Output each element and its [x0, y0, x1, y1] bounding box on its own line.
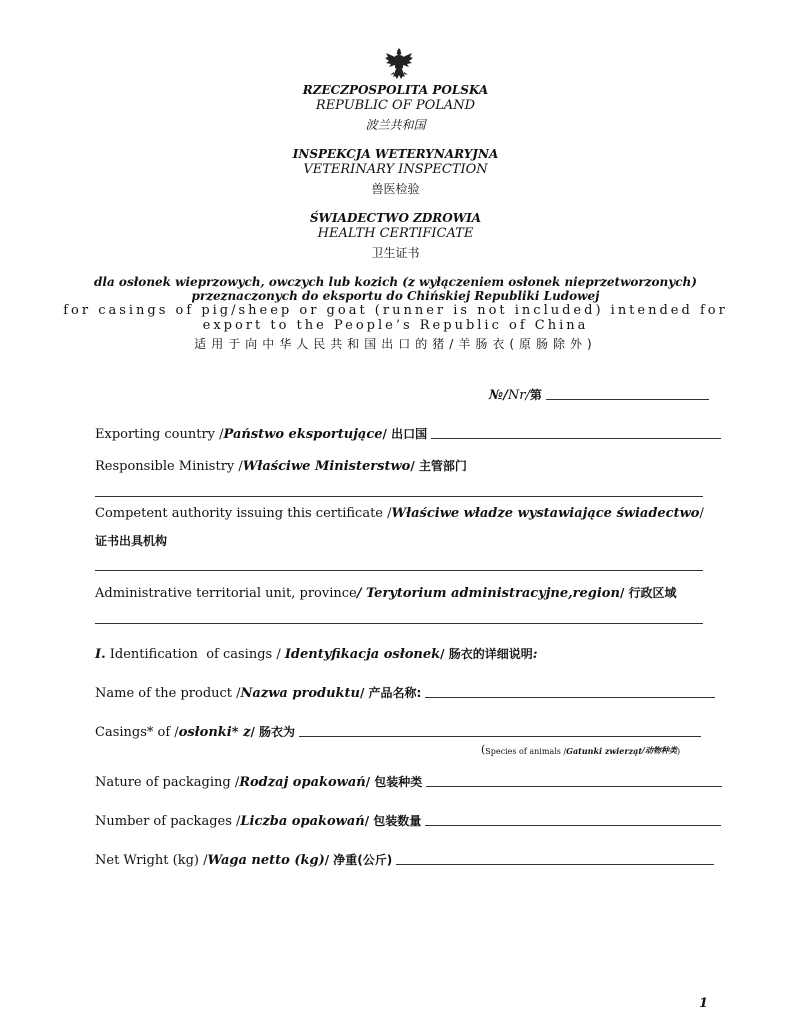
admin-unit-row [95, 584, 677, 601]
ministry-pl: Właściwe Ministerstwo [242, 459, 411, 474]
certificate-cn: 卫生证书 [371, 246, 420, 260]
section1-cn: / 肠衣的详细说明 [440, 647, 533, 661]
inspection-cn: 兽医检验 [371, 182, 420, 196]
number-label-nr: Nr/ [507, 388, 530, 403]
packages-row [95, 812, 721, 829]
subtitle-en-line2: export to the People’s Republic of China [202, 318, 589, 333]
casings-pl: osłonki* z [178, 725, 251, 740]
packaging-input[interactable] [426, 786, 722, 787]
casings-input[interactable] [299, 736, 701, 737]
admin-unit-cn: / 行政区域 [619, 586, 677, 600]
page-number: 1 [699, 996, 709, 1011]
section1-number: I. [95, 647, 106, 662]
ministry-row [95, 457, 467, 474]
authority-pl: Właściwe władze wystawiające świadectwo [391, 506, 700, 521]
packages-pl: Liczba opakowań [240, 814, 365, 829]
subtitle-en-line1: for casings of pig/sheep or goat (runner is not included) intended for [63, 303, 728, 318]
packages-en: Number of packages / [95, 814, 241, 829]
packages-input[interactable] [425, 825, 721, 826]
subtitle-pl-line2: przeznaczonych do eksportu do Chińskiej Republiki Ludowej [191, 289, 600, 303]
packaging-pl: Rodzaj opakowań [239, 775, 366, 790]
country-cn: 波兰共和国 [365, 118, 426, 132]
species-en: Species of animals / [485, 747, 567, 756]
product-row [95, 684, 715, 701]
authority-cn: 证书出具机构 [95, 534, 168, 548]
ministry-cn: / 主管部门 [410, 459, 467, 473]
species-pl: Gatunki zwierząt [566, 746, 643, 756]
exporting-country-cn: / 出口国 [382, 427, 428, 441]
species-close: ) [676, 747, 681, 756]
section1-colon: : [532, 647, 538, 662]
eagle-emblem-icon [382, 44, 416, 84]
species-cn: /动物种类 [642, 746, 677, 755]
emblem [382, 44, 416, 84]
inspection-pl: INSPEKCJA WETERYNARYJNA [292, 147, 499, 161]
admin-unit-input[interactable] [95, 623, 703, 624]
authority-sep: / [699, 506, 704, 521]
weight-cn: / 净重(公斤) [324, 853, 393, 867]
product-cn: / 产品名称: [360, 686, 422, 700]
certificate-pl: ŚWIADECTWO ZDROWIA [309, 211, 482, 225]
casings-cn: / 肠衣为 [250, 725, 296, 739]
product-pl: Nazwa produktu [240, 686, 360, 701]
number-label-cn: 第 [529, 388, 542, 402]
species-note [481, 743, 680, 756]
weight-en: Net Wright (kg) / [95, 853, 208, 868]
packaging-cn: / 包装种类 [365, 775, 423, 789]
subtitle-pl-line1: dla osłonek wieprzowych, owczych lub kozich (z wyłączeniem osłonek nieprzetworzonych) [94, 275, 697, 289]
exporting-country-input[interactable] [431, 438, 721, 439]
section1-pl: Identyfikacja osłonek [284, 647, 441, 662]
admin-unit-pl: / Terytorium administracyjne,region [356, 586, 620, 601]
section1-heading [95, 645, 538, 662]
country-en: REPUBLIC OF POLAND [315, 98, 476, 113]
packages-cn: / 包装数量 [364, 814, 422, 828]
product-en: Name of the product / [95, 686, 241, 701]
casings-en: Casings* of / [95, 725, 179, 740]
exporting-country-en: Exporting country / [95, 427, 224, 442]
exporting-country-row [95, 425, 721, 442]
weight-row [95, 851, 714, 868]
authority-row [95, 506, 704, 521]
certificate-en: HEALTH CERTIFICATE [317, 226, 474, 241]
admin-unit-en: Administrative territorial unit, province [95, 586, 357, 601]
exporting-country-pl: Państwo eksportujące [223, 427, 383, 442]
country-pl: RZECZPOSPOLITA POLSKA [302, 83, 489, 97]
casings-row [95, 723, 701, 740]
species-open: ( [481, 743, 486, 756]
inspection-en: VETERINARY INSPECTION [303, 162, 488, 177]
number-label-no: №/ [489, 388, 508, 403]
subtitle-cn: 适用于向中华人民共和国出口的猪/羊肠衣(原肠除外) [194, 337, 597, 351]
product-input[interactable] [425, 697, 715, 698]
certificate-number-input[interactable] [546, 399, 709, 400]
weight-pl: Waga netto (kg) [207, 853, 325, 868]
ministry-en: Responsible Ministry / [95, 459, 243, 474]
section1-en: Identification of casings / [105, 647, 285, 662]
certificate-number-field [489, 386, 709, 403]
packaging-row [95, 773, 722, 790]
packaging-en: Nature of packaging / [95, 775, 240, 790]
authority-input[interactable] [95, 570, 703, 571]
ministry-input[interactable] [95, 496, 703, 497]
weight-input[interactable] [396, 864, 714, 865]
authority-en: Competent authority issuing this certificate / [95, 506, 392, 521]
